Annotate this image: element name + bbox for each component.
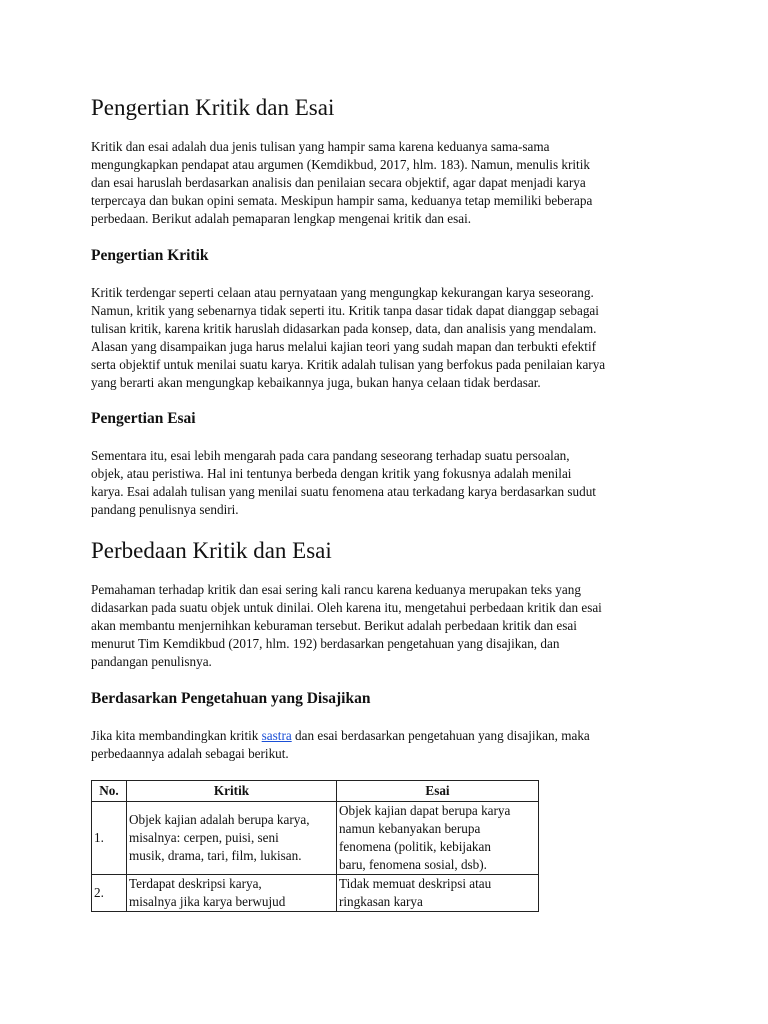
table-row xyxy=(92,802,539,875)
text-line: didasarkan pada suatu objek untuk dinilai. Oleh karena itu, mengetahui perbedaan kritik dan esai xyxy=(91,600,602,615)
text-line: perbedaannya adalah sebagai berikut. xyxy=(91,746,289,761)
cell-line: misalnya: cerpen, puisi, seni xyxy=(129,830,279,845)
text-line: perbedaan. Berikut adalah pemaparan lengkap mengenai kritik dan esai. xyxy=(91,211,472,226)
cell-line: Objek kajian dapat berupa karya xyxy=(339,803,511,818)
text-line: pandang penulisnya sendiri. xyxy=(91,502,239,517)
text-line: akan membantu menjernihkan keburaman tersebut. Berikut adalah perbedaan kritik dan esai xyxy=(91,618,577,633)
cell-line: musik, drama, tari, film, lukisan. xyxy=(129,848,302,863)
text-line: Kritik dan esai adalah dua jenis tulisan yang hampir sama karena keduanya sama-sama xyxy=(91,139,550,154)
text-fragment: Jika kita membandingkan kritik xyxy=(91,728,262,743)
cell-no: 2. xyxy=(92,875,127,912)
cell-line: namun kebanyakan berupa xyxy=(339,821,481,836)
heading-pengertian-kritik: Pengertian Kritik xyxy=(91,247,209,264)
text-line xyxy=(91,727,681,745)
table-row xyxy=(92,875,539,912)
cell-line: Objek kajian adalah berupa karya, xyxy=(129,812,310,827)
heading-pengertian-kritik-dan-esai: Pengertian Kritik dan Esai xyxy=(91,95,335,120)
paragraph-kritik xyxy=(91,284,681,392)
cell-no: 1. xyxy=(92,802,127,875)
paragraph-pengetahuan xyxy=(91,727,681,763)
cell-line: Tidak memuat deskripsi atau xyxy=(339,876,492,891)
comparison-table xyxy=(91,780,539,912)
text-line: serta objektif untuk menilai suatu karya. Kritik adalah tulisan yang berfokus pada penilaian karya xyxy=(91,357,606,372)
cell-line: ringkasan karya xyxy=(339,894,423,909)
text-fragment: dan esai berdasarkan pengetahuan yang disajikan, maka xyxy=(291,728,590,743)
heading-berdasarkan-pengetahuan: Berdasarkan Pengetahuan yang Disajikan xyxy=(91,690,371,707)
text-line: Kritik terdengar seperti celaan atau pernyataan yang mengungkap kekurangan karya seseorang. xyxy=(91,285,594,300)
sastra-link[interactable]: sastra xyxy=(261,728,292,743)
text-line: karya. Esai adalah tulisan yang menilai suatu fenomena atau terkadang karya berdasarkan sudut xyxy=(91,484,596,499)
cell-line: misalnya jika karya berwujud xyxy=(129,894,286,909)
text-line: Pemahaman terhadap kritik dan esai sering kali rancu karena keduanya merupakan teks yang xyxy=(91,582,581,597)
paragraph-intro xyxy=(91,138,681,228)
text-line: yang berarti akan mengungkap kebaikannya juga, bukan hanya celaan tidak berdasar. xyxy=(91,375,541,390)
text-line: Namun, kritik yang sebenarnya tidak seperti itu. Kritik tanpa dasar tidak dapat dianggap sebagai xyxy=(91,303,599,318)
cell-esai xyxy=(337,875,539,912)
text-line: objek, atau peristiwa. Hal ini tentunya berbeda dengan kritik yang fokusnya adalah menilai xyxy=(91,466,572,481)
header-no: No. xyxy=(92,781,127,802)
text-line: tulisan kritik, karena kritik haruslah didasarkan pada konsep, data, dan analisis yang mendalam. xyxy=(91,321,597,336)
cell-kritik xyxy=(127,802,337,875)
heading-pengertian-esai: Pengertian Esai xyxy=(91,410,196,427)
paragraph-perbedaan xyxy=(91,581,681,671)
text-line: terpercaya dan bukan opini semata. Meskipun hampir sama, keduanya tetap memiliki beberapa xyxy=(91,193,593,208)
text-line: menurut Tim Kemdikbud (2017, hlm. 192) berdasarkan pengetahuan yang disajikan, dan xyxy=(91,636,560,651)
paragraph-esai xyxy=(91,447,681,519)
cell-kritik xyxy=(127,875,337,912)
cell-line: Terdapat deskripsi karya, xyxy=(129,876,262,891)
cell-line: baru, fenomena sosial, dsb). xyxy=(339,857,487,872)
text-line: mengungkapkan pendapat atau argumen (Kemdikbud, 2017, hlm. 183). Namun, menulis kritik xyxy=(91,157,590,172)
text-line: Sementara itu, esai lebih mengarah pada cara pandang seseorang terhadap suatu persoalan, xyxy=(91,448,570,463)
table-header-row xyxy=(92,781,539,802)
cell-line: fenomena (politik, kebijakan xyxy=(339,839,491,854)
header-esai: Esai xyxy=(337,781,539,802)
text-line: dan esai haruslah berdasarkan analisis dan penilaian secara objektif, agar dapat menjadi karya xyxy=(91,175,586,190)
text-line: Alasan yang disampaikan juga harus melalui kajian teori yang sudah mapan dan terbukti efektif xyxy=(91,339,596,354)
heading-perbedaan-kritik-dan-esai: Perbedaan Kritik dan Esai xyxy=(91,538,332,563)
text-line: pandangan penulisnya. xyxy=(91,654,212,669)
cell-esai xyxy=(337,802,539,875)
header-kritik: Kritik xyxy=(127,781,337,802)
